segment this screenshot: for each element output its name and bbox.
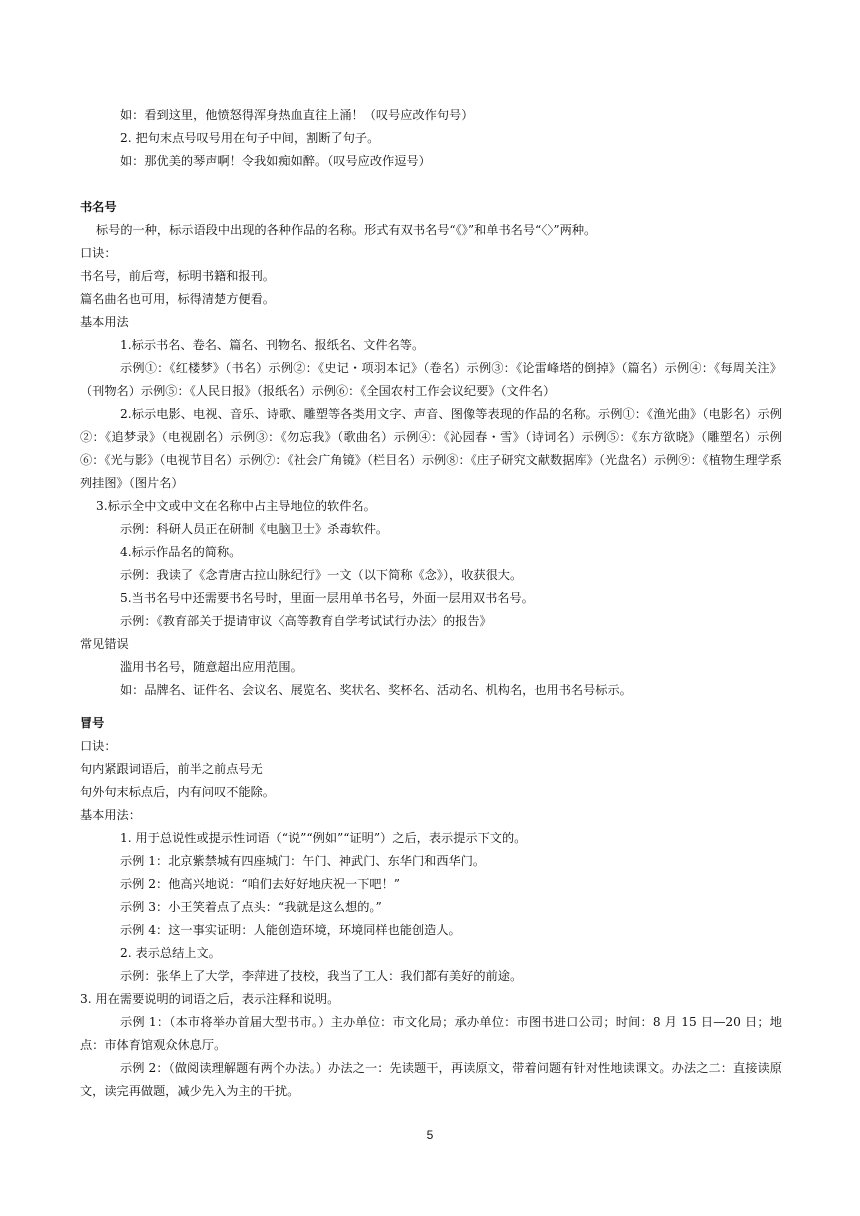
usage-example: 示例：《教育部关于提请审议〈高等教育自学考试试行办法〉的报告》 xyxy=(120,614,492,628)
usage-item: 1. 用于总说性或提示性词语（“说”“例如”“证明”）之后，表示提示下文的。 xyxy=(120,831,527,845)
usage-example: 示例 3：小王笑着点了点头：“我就是这么想的。” xyxy=(120,900,382,914)
usage-item: 1.标示书名、卷名、篇名、刊物名、报纸名、文件名等。 xyxy=(120,338,425,352)
error-item: 滥用书名号，随意超出应用范围。 xyxy=(120,660,303,674)
section-heading-book-title: 书名号 xyxy=(80,200,117,214)
mnemonic-line: 句外句末标点后，内有问叹不能除。 xyxy=(80,785,275,799)
usage-example: 示例：张华上了大学，李萍进了技校，我当了工人：我们都有美好的前途。 xyxy=(120,969,523,983)
mnemonic-line: 篇名曲名也可用，标得清楚方便看。 xyxy=(80,292,275,306)
usage-example: 示例 1：北京紫禁城有四座城门：午门、神武门、东华门和西华门。 xyxy=(120,854,486,868)
usage-example-paragraph: 示例 2：（做阅读理解题有两个办法。）办法之一：先读题干，再读原文，带着问题有针对性地读课文。办法之二：直接读原文，读完再做题，减少先入为主的干扰。 xyxy=(80,1061,782,1098)
usage-example: 示例：我读了《念青唐古拉山脉纪行》一文（以下简称《念》），收获很大。 xyxy=(120,568,523,582)
section-heading-colon: 冒号 xyxy=(80,716,105,730)
colon-section xyxy=(0,712,860,1103)
book-title-section xyxy=(0,196,860,702)
usage-example: 示例 4：这一事实证明：人能创造环境，环境同样也能创造人。 xyxy=(120,923,461,937)
exclaim-example-2: 如：那优美的琴声啊！令我如痴如醉。（叹号应改作逗号） xyxy=(120,154,431,168)
mnemonic-label: 口诀： xyxy=(80,246,117,260)
usage-item: 3. 用在需要说明的词语之后，表示注释和说明。 xyxy=(80,992,340,1006)
usage-label: 基本用法 xyxy=(80,315,129,329)
usage-examples-paragraph: 示例①：《红楼梦》（书名）示例②：《史记・项羽本记》（卷名）示例③：《论雷峰塔的倒掉》（篇名）示例④：《每周关注》（刊物名）示例⑤：《人民日报》（报纸名）示例⑥：《全国农村工作会议纪要》（文件名） xyxy=(80,361,782,398)
mnemonic-label: 口诀： xyxy=(80,739,117,753)
usage-example-paragraph: 示例 1：（本市将举办首届大型书市。）主办单位：市文化局；承办单位：市图书进口公司；时间：8 月 15 日—20 日；地点：市体育馆观众休息厅。 xyxy=(80,1015,782,1052)
mnemonic-line: 书名号，前后弯，标明书籍和报刊。 xyxy=(80,269,275,283)
usage-item: 5.当书名号中还需要书名号时，里面一层用单书名号，外面一层用双书名号。 xyxy=(120,591,534,605)
exclaim-rule-2: 2. 把句末点号叹号用在句子中间，割断了句子。 xyxy=(120,131,380,145)
mnemonic-line: 句内紧跟词语后，前半之前点号无 xyxy=(80,762,263,776)
usage-item: 2. 表示总结上文。 xyxy=(120,946,221,960)
book-title-definition: 标号的一种，标示语段中出现的各种作品的名称。形式有双书名号“《》”和单书名号“〈〉”两种。 xyxy=(96,223,597,237)
usage-example: 示例 2：他高兴地说：“咱们去好好地庆祝一下吧！” xyxy=(120,877,401,891)
usage-item: 4.标示作品名的简称。 xyxy=(120,545,242,559)
errors-label: 常见错误 xyxy=(80,637,129,651)
page-number: 5 xyxy=(426,1128,434,1142)
usage-example: 示例：科研人员正在研制《电脑卫士》杀毒软件。 xyxy=(120,522,389,536)
exclaim-example-1: 如：看到这里，他愤怒得浑身热血直往上涌！（叹号应改作句号） xyxy=(120,108,474,122)
error-example: 如：品牌名、证件名、会议名、展览名、奖状名、奖杯名、活动名、机构名，也用书名号标示。 xyxy=(120,683,632,697)
usage-item-paragraph: 2.标示电影、电视、音乐、诗歌、雕塑等各类用文字、声音、图像等表现的作品的名称。示例①：《渔光曲》（电影名）示例②：《追梦录》（电视剧名）示例③：《勿忘我》（歌曲名）示例④：《沁园春・雪》（诗词名）示例⑤：《东方欲晓》（雕塑名）示例⑥：《光与影》（电视节目名）示例⑦：《社会广角镜》（栏目名）示例⑧：《庄子研究文献数据库》（光盘名）示例⑨：《植物生理学系列挂图》（图片名） xyxy=(80,407,782,490)
usage-item: 3.标示全中文或中文在名称中占主导地位的软件名。 xyxy=(96,499,376,513)
usage-label: 基本用法： xyxy=(80,808,141,822)
exclaim-errors-block xyxy=(0,104,860,173)
